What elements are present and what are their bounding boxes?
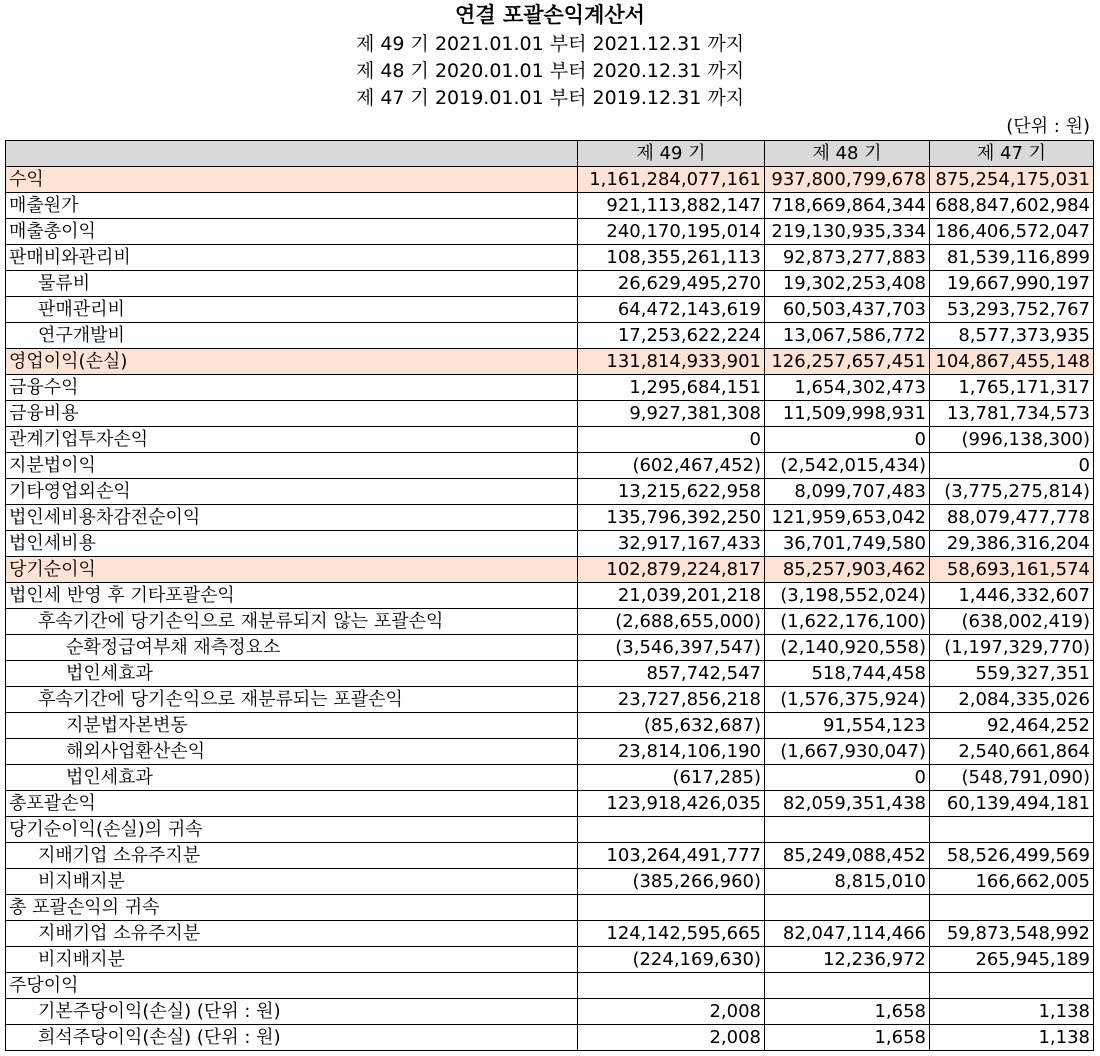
row-label: 관계기업투자손익 (6, 427, 578, 453)
row-label: 물류비 (6, 271, 578, 297)
table-row (6, 817, 1094, 843)
value-period-48: 0 (765, 427, 930, 453)
value-period-48: (1,622,176,100) (765, 609, 930, 635)
row-label: 법인세비용 (6, 531, 578, 557)
value-period-49: 9,927,381,308 (578, 401, 765, 427)
value-period-47: 166,662,005 (930, 869, 1094, 895)
row-label: 법인세효과 (6, 765, 578, 791)
table-row (6, 505, 1094, 531)
value-period-49: 0 (578, 427, 765, 453)
value-period-47: (638,002,419) (930, 609, 1094, 635)
value-period-47: 88,079,477,778 (930, 505, 1094, 531)
table-row (6, 947, 1094, 973)
row-label: 후속기간에 당기손익으로 재분류되지 않는 포괄손익 (6, 609, 578, 635)
value-period-47: (3,775,275,814) (930, 479, 1094, 505)
value-period-48: 19,302,253,408 (765, 271, 930, 297)
table-row (6, 479, 1094, 505)
value-period-48: 36,701,749,580 (765, 531, 930, 557)
value-period-48: 8,815,010 (765, 869, 930, 895)
value-period-48: (2,140,920,558) (765, 635, 930, 661)
value-period-49: (385,266,960) (578, 869, 765, 895)
table-row (6, 1025, 1094, 1051)
value-period-49: 32,917,167,433 (578, 531, 765, 557)
value-period-48: (1,667,930,047) (765, 739, 930, 765)
row-label: 영업이익(손실) (6, 349, 578, 375)
row-label: 당기순이익(손실)의 귀속 (6, 817, 578, 843)
row-label: 수익 (6, 167, 578, 193)
value-period-49 (578, 895, 765, 921)
value-period-48: 518,744,458 (765, 661, 930, 687)
row-label: 희석주당이익(손실) (단위 : 원) (6, 1025, 578, 1051)
value-period-48: 11,509,998,931 (765, 401, 930, 427)
value-period-49: 23,814,106,190 (578, 739, 765, 765)
value-period-47 (930, 817, 1094, 843)
value-period-49: 103,264,491,777 (578, 843, 765, 869)
value-period-48: 13,067,586,772 (765, 323, 930, 349)
value-period-48: 1,658 (765, 1025, 930, 1051)
row-label: 비지배지분 (6, 947, 578, 973)
value-period-47: 1,138 (930, 999, 1094, 1025)
value-period-47: 58,693,161,574 (930, 557, 1094, 583)
value-period-49: (617,285) (578, 765, 765, 791)
value-period-48: (1,576,375,924) (765, 687, 930, 713)
value-period-48: 121,959,653,042 (765, 505, 930, 531)
row-label: 주당이익 (6, 973, 578, 999)
table-row (6, 401, 1094, 427)
value-period-47: 0 (930, 453, 1094, 479)
row-label: 법인세 반영 후 기타포괄손익 (6, 583, 578, 609)
row-label: 순확정급여부채 재측정요소 (6, 635, 578, 661)
value-period-47: 1,446,332,607 (930, 583, 1094, 609)
value-period-47: 19,667,990,197 (930, 271, 1094, 297)
value-period-48: 1,658 (765, 999, 930, 1025)
row-label: 지배기업 소유주지분 (6, 921, 578, 947)
value-period-47: 53,293,752,767 (930, 297, 1094, 323)
value-period-48: 718,669,864,344 (765, 193, 930, 219)
table-row (6, 791, 1094, 817)
value-period-49 (578, 973, 765, 999)
table-row (6, 427, 1094, 453)
income-statement-table (5, 140, 1094, 1051)
value-period-48: (3,198,552,024) (765, 583, 930, 609)
value-period-47: 688,847,602,984 (930, 193, 1094, 219)
table-row (6, 219, 1094, 245)
value-period-49: 2,008 (578, 1025, 765, 1051)
table-row (6, 375, 1094, 401)
table-row (6, 765, 1094, 791)
value-period-49: 240,170,195,014 (578, 219, 765, 245)
table-row (6, 349, 1094, 375)
value-period-49: 1,295,684,151 (578, 375, 765, 401)
row-label: 기본주당이익(손실) (단위 : 원) (6, 999, 578, 1025)
value-period-49: 13,215,622,958 (578, 479, 765, 505)
value-period-47: 559,327,351 (930, 661, 1094, 687)
table-row (6, 271, 1094, 297)
row-label: 당기순이익 (6, 557, 578, 583)
table-row (6, 999, 1094, 1025)
value-period-48: 126,257,657,451 (765, 349, 930, 375)
value-period-48: 92,873,277,883 (765, 245, 930, 271)
period-line-47: 제 47 기 2019.01.01 부터 2019.12.31 까지 (355, 87, 745, 109)
value-period-47: 2,540,661,864 (930, 739, 1094, 765)
row-label: 매출원가 (6, 193, 578, 219)
row-label: 판매비와관리비 (6, 245, 578, 271)
value-period-47: 265,945,189 (930, 947, 1094, 973)
table-row (6, 895, 1094, 921)
table-row (6, 687, 1094, 713)
period-line-48: 제 48 기 2020.01.01 부터 2020.12.31 까지 (355, 60, 745, 82)
value-period-47: (996,138,300) (930, 427, 1094, 453)
value-period-47: 60,139,494,181 (930, 791, 1094, 817)
value-period-48: 91,554,123 (765, 713, 930, 739)
table-row (6, 921, 1094, 947)
row-label: 후속기간에 당기손익으로 재분류되는 포괄손익 (6, 687, 578, 713)
value-period-48: 85,257,903,462 (765, 557, 930, 583)
value-period-48: 1,654,302,473 (765, 375, 930, 401)
table-row (6, 869, 1094, 895)
value-period-49: 21,039,201,218 (578, 583, 765, 609)
value-period-47: 186,406,572,047 (930, 219, 1094, 245)
value-period-49: (602,467,452) (578, 453, 765, 479)
header-label-cell (6, 141, 578, 167)
value-period-48 (765, 817, 930, 843)
value-period-48: 12,236,972 (765, 947, 930, 973)
row-label: 지배기업 소유주지분 (6, 843, 578, 869)
value-period-49: 108,355,261,113 (578, 245, 765, 271)
row-label: 금융비용 (6, 401, 578, 427)
value-period-47: 29,386,316,204 (930, 531, 1094, 557)
table-row (6, 583, 1094, 609)
value-period-49: (224,169,630) (578, 947, 765, 973)
value-period-47: 81,539,116,899 (930, 245, 1094, 271)
value-period-48: 60,503,437,703 (765, 297, 930, 323)
table-row (6, 557, 1094, 583)
header-period-49: 제 49 기 (578, 141, 765, 167)
row-label: 법인세비용차감전순이익 (6, 505, 578, 531)
table-row (6, 713, 1094, 739)
value-period-47: 59,873,548,992 (930, 921, 1094, 947)
statement-title: 연결 포괄손익계산서 (455, 3, 645, 27)
table-row (6, 453, 1094, 479)
value-period-48 (765, 895, 930, 921)
header-row (6, 141, 1094, 167)
value-period-49: 123,918,426,035 (578, 791, 765, 817)
value-period-48 (765, 973, 930, 999)
row-label: 금융수익 (6, 375, 578, 401)
value-period-47: (548,791,090) (930, 765, 1094, 791)
table-row (6, 973, 1094, 999)
value-period-48: 85,249,088,452 (765, 843, 930, 869)
value-period-49: 64,472,143,619 (578, 297, 765, 323)
value-period-48: 937,800,799,678 (765, 167, 930, 193)
value-period-48: 219,130,935,334 (765, 219, 930, 245)
table-row (6, 193, 1094, 219)
value-period-49: 102,879,224,817 (578, 557, 765, 583)
table-row (6, 661, 1094, 687)
value-period-47: 2,084,335,026 (930, 687, 1094, 713)
value-period-49: 124,142,595,665 (578, 921, 765, 947)
value-period-49: 26,629,495,270 (578, 271, 765, 297)
value-period-47: 1,765,171,317 (930, 375, 1094, 401)
value-period-47: 8,577,373,935 (930, 323, 1094, 349)
value-period-49: (2,688,655,000) (578, 609, 765, 635)
value-period-49: 131,814,933,901 (578, 349, 765, 375)
value-period-47: 13,781,734,573 (930, 401, 1094, 427)
table-row (6, 297, 1094, 323)
value-period-47: (1,197,329,770) (930, 635, 1094, 661)
table-body (6, 167, 1094, 1051)
value-period-47: 58,526,499,569 (930, 843, 1094, 869)
value-period-49: 2,008 (578, 999, 765, 1025)
row-label: 기타영업외손익 (6, 479, 578, 505)
row-label: 비지배지분 (6, 869, 578, 895)
table-row (6, 635, 1094, 661)
header-period-48: 제 48 기 (765, 141, 930, 167)
row-label: 총포괄손익 (6, 791, 578, 817)
value-period-49: 857,742,547 (578, 661, 765, 687)
value-period-47 (930, 895, 1094, 921)
row-label: 법인세효과 (6, 661, 578, 687)
row-label: 해외사업환산손익 (6, 739, 578, 765)
value-period-47: 104,867,455,148 (930, 349, 1094, 375)
value-period-49: (3,546,397,547) (578, 635, 765, 661)
table-row (6, 739, 1094, 765)
header-period-47: 제 47 기 (930, 141, 1094, 167)
value-period-48: 8,099,707,483 (765, 479, 930, 505)
value-period-47: 875,254,175,031 (930, 167, 1094, 193)
value-period-47 (930, 973, 1094, 999)
row-label: 지분법자본변동 (6, 713, 578, 739)
value-period-49: 23,727,856,218 (578, 687, 765, 713)
value-period-48: 0 (765, 765, 930, 791)
value-period-48: 82,047,114,466 (765, 921, 930, 947)
value-period-49: 1,161,284,077,161 (578, 167, 765, 193)
row-label: 총 포괄손익의 귀속 (6, 895, 578, 921)
value-period-47: 92,464,252 (930, 713, 1094, 739)
value-period-47: 1,138 (930, 1025, 1094, 1051)
row-label: 판매관리비 (6, 297, 578, 323)
value-period-48: 82,059,351,438 (765, 791, 930, 817)
row-label: 지분법이익 (6, 453, 578, 479)
value-period-49: 921,113,882,147 (578, 193, 765, 219)
value-period-48: (2,542,015,434) (765, 453, 930, 479)
unit-label: (단위 : 원) (1006, 116, 1090, 137)
table-row (6, 245, 1094, 271)
row-label: 연구개발비 (6, 323, 578, 349)
table-row (6, 323, 1094, 349)
table-row (6, 609, 1094, 635)
value-period-49: (85,632,687) (578, 713, 765, 739)
period-line-49: 제 49 기 2021.01.01 부터 2021.12.31 까지 (355, 33, 745, 55)
value-period-49 (578, 817, 765, 843)
table-row (6, 167, 1094, 193)
table-row (6, 843, 1094, 869)
table-row (6, 531, 1094, 557)
value-period-49: 135,796,392,250 (578, 505, 765, 531)
value-period-49: 17,253,622,224 (578, 323, 765, 349)
row-label: 매출총이익 (6, 219, 578, 245)
